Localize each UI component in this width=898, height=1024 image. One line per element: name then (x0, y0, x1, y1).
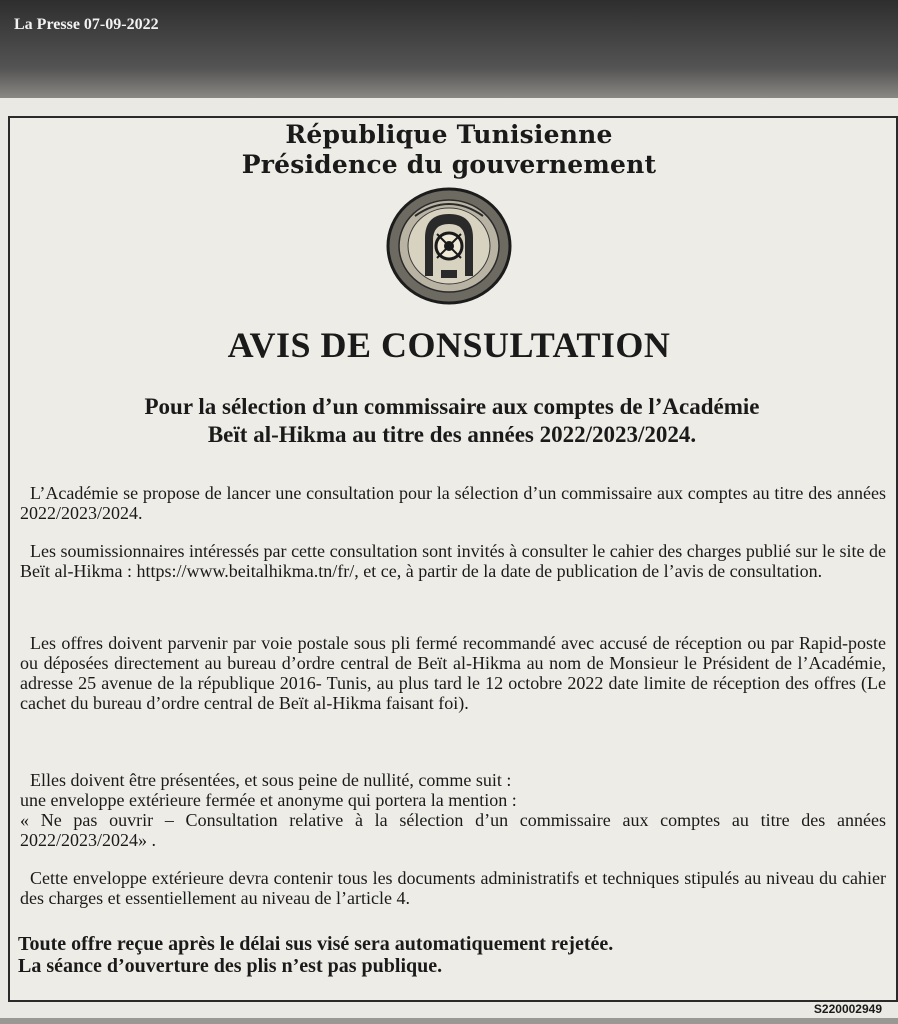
paragraph-3: Les offres doivent parvenir par voie postale sous pli fermé recommandé avec accusé de réception ou par Rapid-poste ou déposées directement au bureau d’ordre central de Beït al-Hikma au nom de Monsieur le Président de l’Académie, adresse 25 avenue de la république 2016- Tunis, au plus tard le 12 octobre 2022 date limite de réception des offres (Le cachet du bureau d’ordre central de Beït al-Hikma faisant foi). (20, 633, 886, 713)
bottom-strip (0, 1018, 898, 1024)
paragraph-4-envelope: une enveloppe extérieure fermée et anonyme qui portera la mention : (20, 790, 517, 810)
notice-subtitle (14, 393, 890, 449)
header-presidency: Présidence du gouvernement (241, 150, 657, 179)
header-republic: République Tunisienne (285, 120, 613, 149)
paragraph-1: L’Académie se propose de lancer une consultation pour la sélection d’un commissaire aux comptes au titre des années 2022/2023/2024. (20, 483, 886, 523)
paragraph-4-mention: « Ne pas ouvrir – Consultation relative à la sélection d’un commissaire aux comptes au titre des années 2022/2023/2024» . (20, 810, 886, 850)
subtitle-line-1: Pour la sélection d’un commissaire aux comptes de l’Académie (144, 394, 760, 419)
subtitle-line-2: Beït al-Hikma au titre des années 2022/2023/2024. (207, 422, 697, 447)
reference-code: S220002949 (813, 1002, 882, 1016)
state-seal-icon (385, 186, 513, 306)
top-band (0, 0, 898, 98)
closing-line-1: Toute offre reçue après le délai sus visé sera automatiquement rejetée. (18, 933, 614, 955)
paragraph-5: Cette enveloppe extérieure devra contenir tous les documents administratifs et techniques stipulés au niveau du cahier des charges et essentiellement au niveau de l’article 4. (20, 868, 886, 908)
paragraph-2: Les soumissionnaires intéressés par cette consultation sont invités à consulter le cahier des charges publié sur le site de Beït al-Hikma : https://www.beitalhikma.tn/fr/, et ce, à partir de la date de publication de l’avis de consultation. (20, 541, 886, 581)
closing-line-2: La séance d’ouverture des plis n’est pas publique. (18, 955, 443, 977)
source-label: La Presse 07-09-2022 (14, 16, 159, 33)
paragraph-4-intro: Elles doivent être présentées, et sous peine de nullité, comme suit : (30, 770, 512, 790)
notice-title: AVIS DE CONSULTATION (227, 325, 671, 365)
